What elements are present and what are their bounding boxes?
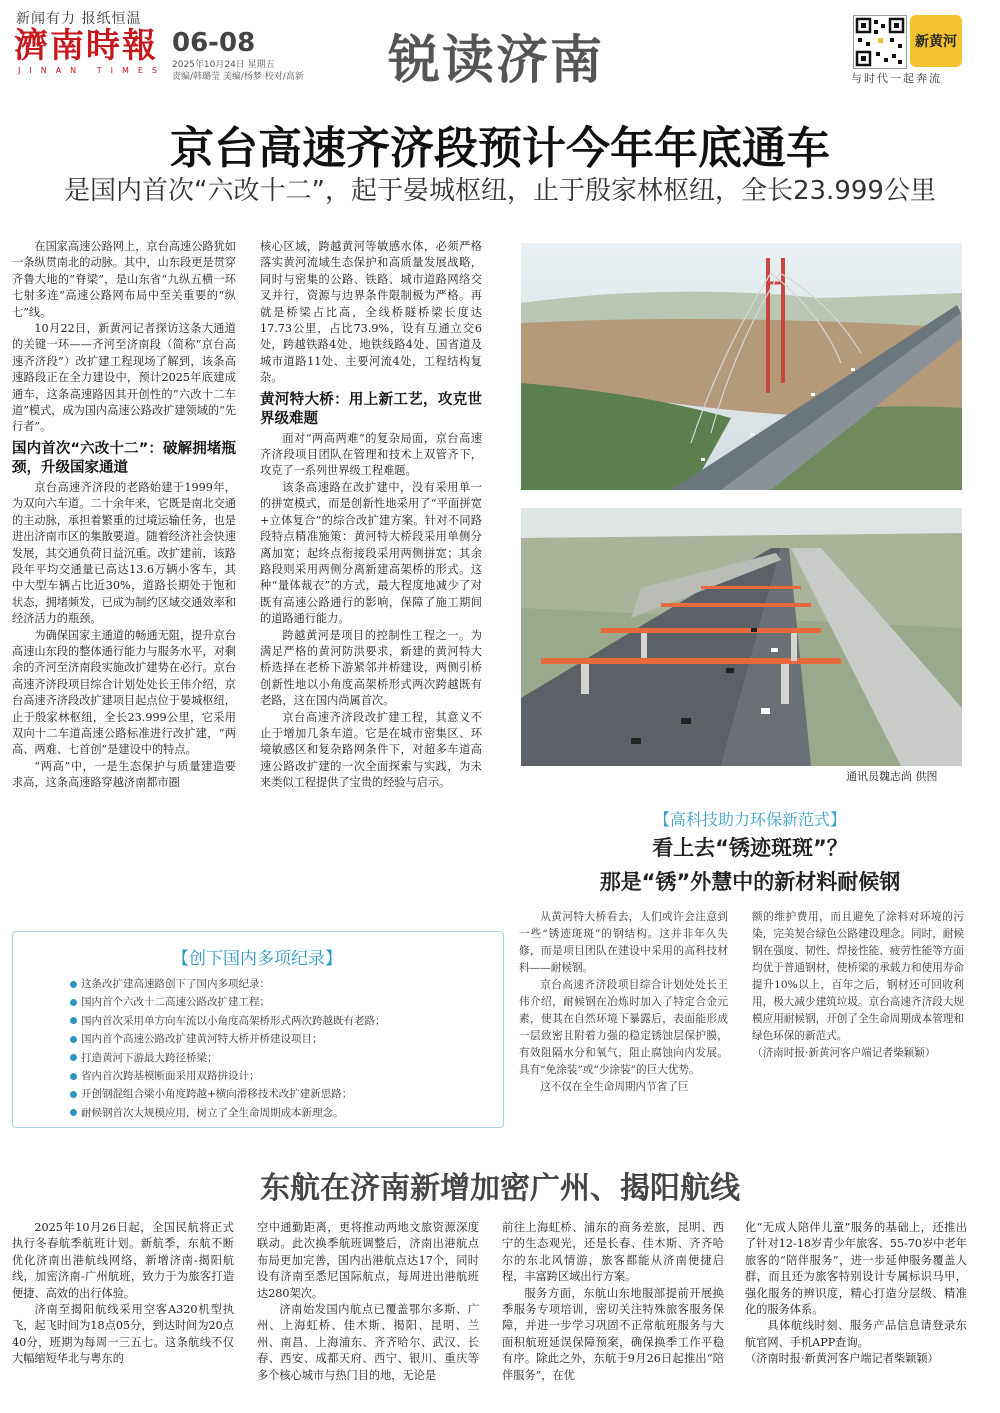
story2-headline: 东航在济南新增加密广州、揭阳航线 <box>260 1171 740 1206</box>
list-item: 打造黄河下游最大跨径桥梁； <box>70 1049 490 1067</box>
sidebar-title: 那是“锈”外慧中的新材料耐候钢 <box>599 870 901 894</box>
page-number: 06-08 <box>172 28 256 58</box>
bullet-icon <box>70 1017 77 1024</box>
records-title: 【创下国内多项纪录】 <box>172 949 342 969</box>
paragraph: 为确保国家主通道的畅通无阻，提升京台高速山东段的整体通行能力与服务水平，对剩余的齐河至济南段实施改扩建势在必行。京台高速齐济段项目综合计划处处长王伟介绍，京台高速齐济段改扩建项目起点位于晏城枢纽，止于殷家林枢纽，全长23.999公里，它采用双向十二车道高速公路标准进行改扩建，“两高、两难、七首创”是建设中的特点。 <box>12 628 236 757</box>
bridge-photo <box>521 243 962 490</box>
paragraph: 在国家高速公路网上，京台高速公路犹如一条纵贯南北的动脉。其中，山东段更是贯穿齐鲁大地的“脊梁”，是山东省“九纵五横一环七射多连”高速公路网布局中至关重要的“纵七”线。 <box>12 240 236 319</box>
list-item: 国内首次采用单方向车流以小角度高架桥形式两次跨越既有老路； <box>70 1012 490 1030</box>
newspaper-logo: 濟南時報 <box>14 26 158 66</box>
paragraph: 服务方面，东航山东地服部提前开展换季服务专项培训，密切关注特殊旅客服务保障，并进一步学习巩固不正常航班服务与大面积航班延误保障预案，确保换季工作平稳有序。除此之外，东航于9月26日起推出“陪伴服务”，在优 <box>502 1286 724 1382</box>
story2-column-2 <box>257 1220 479 1384</box>
paragraph: 这不仅在全生命周期内节省了巨 <box>540 1081 689 1093</box>
paragraph: 京台高速齐济段项目综合计划处处长王伟介绍，耐候钢在冶炼时加入了特定合金元素，使其在自然环境下暴露后，表面能形成一层致密且附着力强的稳定锈蚀层保护膜，有效阻隔水分和氧气，阻止腐蚀向内发展。具有“免涂装”或“少涂装”的巨大优势。 <box>519 979 728 1076</box>
app-name: 新黄河 <box>915 34 957 50</box>
byline: （济南时报·新黄河客户端记者柴颖颖） <box>745 1352 939 1366</box>
story2-column-1 <box>12 1220 234 1368</box>
bullet-icon <box>70 1091 77 1098</box>
bullet-icon <box>70 1036 77 1043</box>
list-item: 这条改扩建高速路创下了国内多项纪录： <box>70 975 490 993</box>
paragraph: 前往上海虹桥、浦东的商务差旅，昆明、西宁的生态观光，还是长春、佳木斯、齐齐哈尔的东北风情游，旅客都能从济南便捷启程，丰富跨区域出行方案。 <box>502 1221 724 1284</box>
paragraph: 济南始发国内航点已覆盖鄂尔多斯、广州、上海虹桥、佳木斯、揭阳、昆明、兰州、南昌、上海浦东、齐齐哈尔、武汉、长春、西安、成都天府、西宁、银川、重庆等多个核心城市与热门目的地，无论是 <box>257 1303 479 1382</box>
masthead-slogan: 新闻有力 报纸恒温 <box>16 11 142 27</box>
list-item: 开创钢混组合梁小角度跨越+横向滑移技术改扩建新思路； <box>70 1085 490 1103</box>
paragraph: 核心区域，跨越黄河等敏感水体，必须严格落实黄河流域生态保护和高质量发展战略，同时与密集的公路、铁路、城市道路网络交叉并行，资源与边界条件限制极为严格。再就是桥梁占比高，全线桥隧桥梁长度达17.73公里，占比73.9%，设有互通立交6处，跨越铁路4处、地铁线路4处、国省道及城市道路11处、主要河流4处，工程结构复杂。 <box>260 240 482 385</box>
list-item: 耐候钢首次大规模应用，树立了全生命周期成本新理念。 <box>70 1104 490 1122</box>
construction-photo <box>521 508 962 766</box>
paragraph: 济南至揭阳航线采用空客A320机型执飞，起飞时间为18点05分，到达时间为20点40分，班期为每周一三五七。这条航线不仅大幅缩短华北与粤东的 <box>12 1303 234 1366</box>
sidebar-column-2 <box>752 909 964 1062</box>
app-slogan: 与时代一起奔流 <box>851 72 942 85</box>
photo-credit: 通讯员魏志尚 供图 <box>846 770 938 783</box>
story2-column-3 <box>502 1220 724 1384</box>
subheading: 黄河特大桥：用上新工艺，攻克世界级难题 <box>260 391 482 427</box>
paragraph: 跨越黄河是项目的控制性工程之一。为满足严格的黄河防洪要求，新建的黄河特大桥选择在老桥下游紧邻并桥建设，两侧引桥创新性地以小角度高架桥形式两次跨越既有老路，这在国内尚属首次。 <box>260 628 482 708</box>
paragraph: 面对“两高两难”的复杂局面，京台高速齐济段项目团队在管理和技术上双管齐下，攻克了一系列世界级工程难题。 <box>260 431 482 478</box>
sidebar-column-1 <box>519 909 728 1096</box>
paragraph: 10月22日，新黄河记者探访这条大通道的关键一环——齐河至济南段（简称“京台高速齐济段”）改扩建工程现场了解到，该条高速路段正在全力建设中，预计2025年底建成通车，这条高速路因其开创性的“六改十二车道”模式，成为国内高速公路改扩建领域的“先行者”。 <box>12 322 237 434</box>
subheading: 国内首次“六改十二”：破解拥堵瓶颈，升级国家通道 <box>12 440 236 476</box>
list-item: 省内首次跨基模断面采用双路拼设计； <box>70 1067 490 1085</box>
sidebar-title: 看上去“锈迹斑斑”？ <box>652 836 848 860</box>
paragraph: 从黄河特大桥看去，人们或许会注意到一些“锈迹斑斑”的钢结构。这并非年久失修，而是项目团队在建设中采用的高科技材料——耐候钢。 <box>519 911 728 974</box>
paragraph: 空中通勤距离，更将推动两地文旅资源深度联动。此次换季航班调整后，济南出港航点布局更加完善，国内出港航点达17个，同时设有济南至悉尼国际航点，每周进出港航班达280架次。 <box>257 1221 479 1300</box>
paragraph: 京台高速齐济段的老路始建于1999年，为双向六车道。二十余年来，它既是南北交通的主动脉，承担着繁重的过境运输任务，也是进出济南市区的集散要道。随着经济社会快速发展，其交通负荷日益沉重。改扩建前，该路段年平均交通量已高达13.6万辆小客车，其中大型车辆占比近30%，道路长期处于饱和状态，拥堵频发，已成为制约区域交通效率和经济活力的瓶颈。 <box>12 480 236 626</box>
bullet-icon <box>70 1054 77 1061</box>
bullet-icon <box>70 999 77 1006</box>
paragraph: 该条高速路在改扩建中，没有采用单一的拼宽模式，而是创新性地采用了“平面拼宽+立体复合”的综合改扩建方案。针对不同路段特点精准施策：黄河特大桥段采用单侧分离加宽；起终点衔接段采用两侧拼宽；其余路段则采用两侧分离新建高架桥的形式。这种“量体裁衣”的方式，最大程度地减少了对既有高速公路通行的影响，保障了施工期间的道路通行能力。 <box>260 480 482 626</box>
list-item: 国内首个六改十二高速公路改扩建工程； <box>70 993 490 1011</box>
sidebar-kicker: 【高科技助力环保新范式】 <box>653 810 846 829</box>
paragraph: 化“无成人陪伴儿童”服务的基础上，还推出了针对12-18岁青少年旅客、55-70岁中老年旅客的“陪伴服务”，进一步延伸服务覆盖人群，而且还为旅客特别设计专属标识马甲，强化服务的辨识度，精心打造分层级、精准化的服务体系。 <box>745 1221 967 1317</box>
lead-headline: 京台高速齐济段预计今年年底通车 <box>170 123 830 174</box>
paragraph: “两高”中，一是生态保护与质量建造要求高，这条高速路穿越济南都市圈 <box>12 759 236 790</box>
byline: （济南时报·新黄河客户端记者柴颖颖） <box>752 1047 936 1059</box>
paragraph: 京台高速齐济段改扩建工程，其意义不止于增加几条车道。它是在城市密集区、环境敏感区和复杂路网条件下，对超多车道高速公路改扩建的一次全面探索与实践，为未来类似工程提供了宝贵的经验与启示。 <box>260 710 482 790</box>
qr-code-icon <box>853 15 907 69</box>
paragraph: 具体航线时刻、服务产品信息请登录东航官网、手机APP查询。 <box>745 1319 967 1349</box>
app-logo <box>910 15 962 67</box>
story2-column-4 <box>745 1220 967 1368</box>
bullet-icon <box>70 1073 77 1080</box>
list-item: 国内首个高速公路改扩建黄河特大桥并桥建设项目； <box>70 1030 490 1048</box>
paragraph: 额的维护费用，而且避免了涂料对环境的污染，完美契合绿色公路建设理念。同时，耐候钢在强度、韧性、焊接性能、疲劳性能等方面均优于普通钢材，使桥梁的承载力和使用寿命提升10%以上，百年之后，钢材还可回收利用，极大减少建筑垃圾。京台高速齐济段大规模应用耐候钢，开创了全生命周期成本管理和绿色环保的新范式。 <box>752 911 964 1042</box>
bullet-icon <box>70 981 77 988</box>
lead-column-1 <box>12 239 236 792</box>
issue-date: 2025年10月24日 星期五 <box>172 60 275 70</box>
bullet-icon <box>70 1109 77 1116</box>
records-list <box>70 975 490 1122</box>
lead-column-2 <box>260 239 482 792</box>
paragraph: 2025年10月26日起，全国民航将正式执行冬春航季航班计划。新航季，东航不断优化济南出港航线网络，新增济南-揭阳航线，加密济南-广州航班，致力于为旅客打造便捷、高效的出行体验。 <box>12 1221 234 1300</box>
section-title: 锐读济南 <box>388 31 605 91</box>
editor-credits: 责编/韩璐莹 美编/杨梦 校对/高新 <box>172 72 304 82</box>
newspaper-logo-english: JINAN TIMES <box>18 66 166 75</box>
lead-subhead: 是国内首次“六改十二”，起于晏城枢纽，止于殷家林枢纽，全长23.999公里 <box>64 176 936 206</box>
